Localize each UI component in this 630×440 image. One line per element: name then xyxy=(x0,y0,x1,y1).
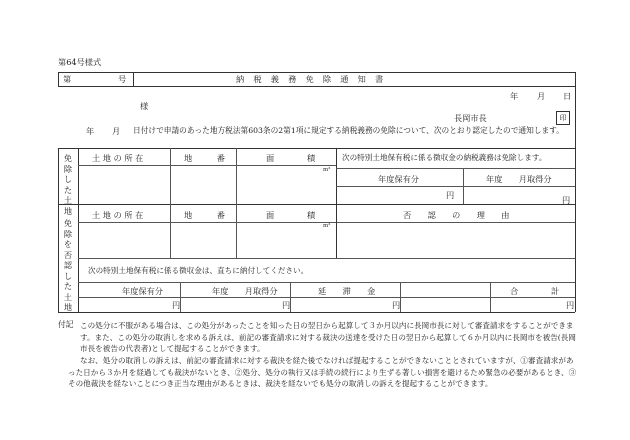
denied-notice-line xyxy=(78,282,575,283)
exempt-fiscal-year: 年度保有分 xyxy=(378,174,419,184)
frame-left-header xyxy=(58,72,59,86)
exempt-top-line xyxy=(58,148,575,149)
denied-area-unit: m² xyxy=(323,223,331,229)
footnote-paragraph-1: この処分に不服がある場合は、この処分があったことを知った日の翌日から起算して３か月以内に長岡市長に対して審査請求をすることができます。また、この処分の取消しを求める訴えは、前記の審査請求に対する裁決の送達を受けた日の翌日から起算して６か月以内に長岡市を被告(長岡市長を被告の代表者)として提起することができます。 xyxy=(80,321,576,353)
denied-acquired: 年度 月取得分 xyxy=(212,286,278,296)
frame-top-line xyxy=(58,72,575,73)
number-prefix: 第 xyxy=(63,74,72,84)
exempt-notice: 次の特別土地保有税に係る徴収金の納税義務は免除します。 xyxy=(342,153,547,162)
denied-arrears: 延 滞 金 xyxy=(318,286,376,296)
exempt-col-location: 土 地 の 所 在 xyxy=(92,153,144,163)
denied-col-area: 面 積 xyxy=(266,210,316,220)
denied-yen-1: 円 xyxy=(172,300,181,310)
header-divider xyxy=(133,72,134,86)
denied-pay-notice: 次の特別土地保有税に係る徴収金は、直ちに納付してください。 xyxy=(88,266,309,275)
denied-col-lot: 地 番 xyxy=(184,210,225,220)
intro-month: 月 xyxy=(112,126,121,136)
frame-right-line xyxy=(575,72,576,312)
denied-col-div-1 xyxy=(170,204,171,258)
section-label-divider xyxy=(78,148,79,312)
exempt-col-div-1 xyxy=(170,148,171,204)
official-seal: 印 xyxy=(556,111,570,125)
addressee-suffix: 様 xyxy=(140,101,149,111)
exempt-yen-2: 円 xyxy=(562,195,571,205)
exempt-area-unit: m² xyxy=(323,167,331,173)
denied-col-reason: 否 認 の 理 由 xyxy=(403,210,510,220)
document-title: 納 税 義 務 免 除 通 知 書 xyxy=(236,74,384,84)
frame-left-body xyxy=(58,148,59,312)
exempt-header-line xyxy=(78,165,336,166)
date-year: 年 xyxy=(510,91,519,101)
header-bottom-line xyxy=(58,86,575,87)
exempt-yen-1: 円 xyxy=(446,190,455,200)
denied-section-label: 免除を否認した土地 xyxy=(63,218,73,312)
denied-top-line xyxy=(58,204,575,205)
denied-col-div-3 xyxy=(336,204,337,258)
denied-total: 合 計 xyxy=(510,286,560,296)
intro-year: 年 xyxy=(86,126,95,136)
number-suffix: 号 xyxy=(118,74,127,84)
exempt-acquired: 年度 月取得分 xyxy=(486,174,552,184)
exempt-col-area: 面 積 xyxy=(266,153,316,163)
denied-area-bottom-line xyxy=(78,258,575,259)
denied-col-location: 土 地 の 所 在 xyxy=(92,210,144,220)
denied-col-div-2 xyxy=(236,204,237,258)
denied-yen-2: 円 xyxy=(282,300,291,310)
frame-bottom-line xyxy=(58,312,575,313)
date-day: 日 xyxy=(563,91,572,101)
issuer-name: 長岡市長 xyxy=(454,113,487,123)
denied-fiscal-year: 年度保有分 xyxy=(122,286,163,296)
exempt-section-label: 免除した土地 xyxy=(63,153,73,216)
exempt-col-lot: 地 番 xyxy=(184,153,225,163)
date-month: 月 xyxy=(537,91,546,101)
form-number-label: 第64号様式 xyxy=(58,57,102,67)
denied-yen-3: 円 xyxy=(392,300,401,310)
intro-text: 日付けで申請のあった地方税法第603条の2第1項に規定する納税義務の免除について、次のとおり認定したので通知します。 xyxy=(133,126,564,135)
exempt-amount-line xyxy=(336,186,575,187)
exempt-col-div-2 xyxy=(236,148,237,204)
exempt-notice-line xyxy=(336,168,575,169)
denied-yen-4: 円 xyxy=(566,300,575,310)
footnote-label: 付記 xyxy=(58,320,74,329)
footnote-paragraph-2: なお、処分の取消しの訴えは、前記の審査請求に対する裁決を経た後でなければ提起することができないこととされていますが、①審査請求があった日から３か月を経過しても裁決がないとき、②処分、処分の執行又は手続の続行により生ずる著しい損害を避けるため緊急の必要があるとき、③その他裁決を経ないことにつき正当な理由があるときは、裁決を経ないでも処分の取消しの訴えを提起することができます。 xyxy=(68,356,577,388)
exempt-col-div-3 xyxy=(336,148,337,204)
denied-amount-line xyxy=(78,297,575,298)
